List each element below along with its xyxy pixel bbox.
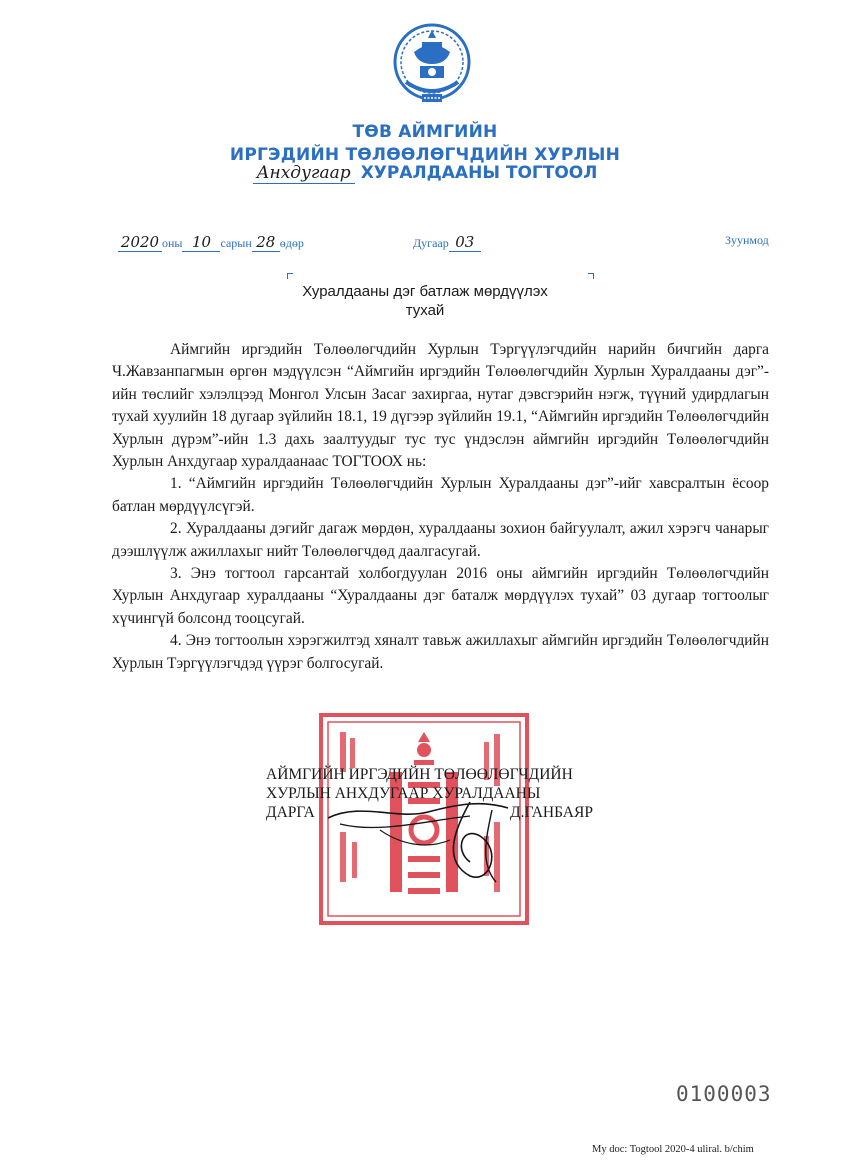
header-aimag: ТӨВ АЙМГИЙН bbox=[352, 122, 498, 142]
signatory-role: ДАРГА bbox=[266, 804, 315, 821]
header-resolution-line bbox=[0, 163, 850, 184]
title-corner-right bbox=[588, 273, 594, 279]
resolution-body bbox=[112, 339, 769, 675]
resolution-item: 1. “Аймгийн иргэдийн Төлөөлөгчдийн Хурлын Хуралдааны дэг”-ийг хавсралтын ёсоор батлан мөрдүүлсүгэй. bbox=[112, 475, 769, 515]
date-month: 10 bbox=[182, 233, 220, 252]
header-council: ИРГЭДИЙН ТӨЛӨӨЛӨГЧДИЙН ХУРЛЫН bbox=[229, 145, 621, 165]
date-day: 28 bbox=[252, 233, 280, 252]
resolution-item: 3. Энэ тогтоол гарсантай холбогдуулан 2016 оны аймгийн иргэдийн Төлөөлөгчдийн Хурлын Анхдугаар хуралдааны “Хуралдааны дэг баталж мөрдүүлэх тухай” 03 дугаар тогтоолыг хүчингүй болсонд тооцсугай. bbox=[112, 565, 769, 627]
resolution-item: 4. Энэ тогтоолын хэрэгжилтэд хяналт тавьж ажиллахыг аймгийн иргэдийн Төлөөлөгчдийн Хурлын Тэргүүлэгчдэд үүрэг болгосугай. bbox=[112, 632, 769, 672]
number-field bbox=[413, 233, 481, 252]
signatory-title-2: ХУРЛЫН АНХДУГААР ХУРАЛДААНЫ bbox=[266, 785, 541, 802]
date-year: 2020 bbox=[118, 233, 162, 252]
date-month-suffix: сарын bbox=[220, 236, 252, 250]
number-label: Дугаар bbox=[413, 236, 449, 250]
preamble-paragraph: Аймгийн иргэдийн Төлөөлөгчдийн Хурлын Тэргүүлэгчдийн нарийн бичгийн дарга Ч.Жавзанпагмын өргөн мэдүүлсэн “Аймгийн иргэдийн Төлөөлөгчдийн Хурлын Хуралдааны дэг”-ийн төслийг хэлэлцээд Монгол Улсын Засаг захиргаа, нутаг дэвсгэрийн нэгж, түүний удирдлагын тухай хуулийн 18 дугаар зүйлийн 18.1, 19 дүгээр зүйлийн 19.1, “Аймгийн иргэдийн Төлөөлөгчдийн Хурлын дүрэм”-ийн 1.3 дахь заалтуудыг тус тус үндэслэн аймгийн иргэдийн Төлөөлөгчдийн Хурлын Анхдугаар хуралдаанаас ТОГТООХ нь: bbox=[112, 341, 769, 471]
state-emblem bbox=[392, 22, 472, 108]
resolution-title: Хуралдааны дэг батлаж мөрдүүлэх bbox=[302, 283, 548, 300]
date-day-suffix: өдөр bbox=[279, 236, 304, 250]
number-value: 03 bbox=[449, 233, 481, 252]
handwritten-session: Анхдугаар bbox=[253, 163, 355, 184]
place: Зуунмод bbox=[725, 233, 769, 247]
header-resolution: ХУРАЛДААНЫ ТОГТООЛ bbox=[360, 163, 598, 183]
resolution-item: 2. Хуралдааны дэгийг дагаж мөрдөн, хуралдааны зохион байгуулалт, ажил хэрэгч чанарыг дээшлүүлж ажиллахыг нийт Төлөөлөгчдөд даалгасугай. bbox=[112, 520, 769, 560]
signatory-title-1: АЙМГИЙН ИРГЭДИЙН ТӨЛӨӨЛӨГЧДИЙН bbox=[266, 766, 573, 783]
signatory-name: Д.ГАНБАЯР bbox=[510, 804, 593, 821]
serial-number: 0100003 bbox=[676, 1082, 772, 1106]
date-field bbox=[118, 233, 304, 252]
date-year-suffix: оны bbox=[162, 236, 183, 250]
resolution-title-2: тухай bbox=[405, 302, 445, 319]
title-corner-left bbox=[287, 273, 293, 279]
footer-doc-path: My doc: Togtool 2020-4 uliral. b/chim bbox=[592, 1144, 754, 1155]
handwritten-signature bbox=[320, 790, 520, 890]
